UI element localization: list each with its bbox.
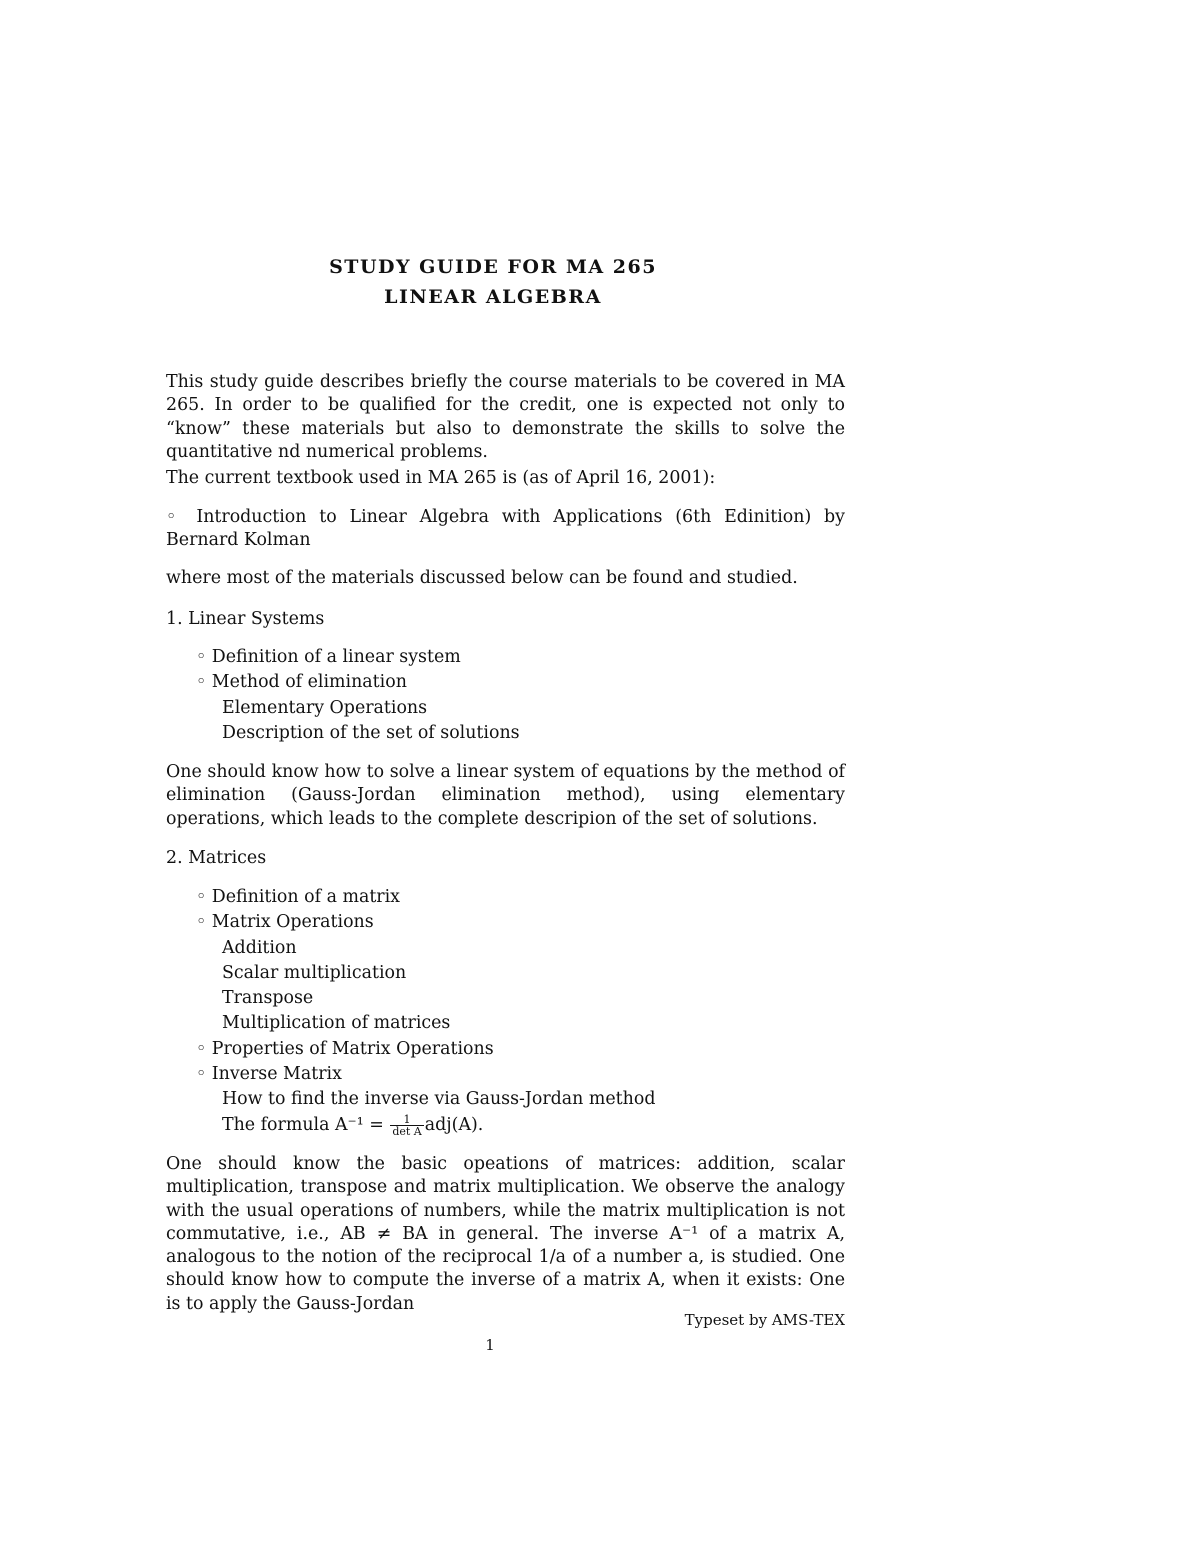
matrices-paragraph: One should know the basic opeations of matrices: addition, scalar multiplication, transpose and matrix multiplication. We observe the analogy with the usual operations of numbers, while the matrix multiplication is not commutative, i.e., AB ≠ BA in general. The inverse A⁻¹ of a matrix A, analogous to the notion of the reciprocal 1/a of a number a, is studied. One should know how to compute the inverse of a matrix A, when it exists: One is to apply the Gauss-Jordan: [166, 1154, 845, 1314]
list-subitem: Scalar multiplication: [222, 962, 407, 983]
typeset-note: Typeset by AMS-TEX: [684, 1311, 845, 1329]
linear-systems-list: [196, 645, 520, 746]
list-item: ◦ Matrix Operations: [196, 912, 374, 933]
formula-prefix: The formula A⁻¹ =: [222, 1114, 384, 1135]
document-title: STUDY GUIDE FOR MA 265: [329, 256, 657, 278]
intro-paragraph: [166, 371, 845, 464]
matrices-list: [196, 885, 655, 1138]
list-subitem: How to find the inverse via Gauss-Jordan method: [222, 1089, 656, 1110]
list-item: ◦ Method of elimination: [196, 672, 407, 693]
list-item: ◦ Definition of a linear system: [196, 647, 461, 667]
list-subitem: Description of the set of solutions: [222, 722, 520, 743]
fraction-numerator: 1: [390, 1114, 423, 1126]
formula-suffix: adj(A).: [424, 1114, 484, 1135]
page-number: 1: [485, 1336, 495, 1354]
section-heading-linear-systems: 1. Linear Systems: [166, 609, 325, 629]
textbook-paragraph: The current textbook used in MA 265 is (as of April 16, 2001):: [166, 468, 716, 488]
document-subtitle: LINEAR ALGEBRA: [384, 286, 602, 308]
list-subitem: Elementary Operations: [222, 697, 428, 718]
textbook-entry: ◦ Introduction to Linear Algebra with Applications (6th Edinition) by Bernard Kolman: [166, 507, 845, 551]
list-subitem: Multiplication of matrices: [222, 1013, 451, 1034]
list-item: ◦ Definition of a matrix: [196, 887, 400, 907]
formula-fraction: [390, 1114, 423, 1137]
list-subitem: Addition: [222, 937, 297, 958]
list-item: ◦ Inverse Matrix: [196, 1064, 342, 1085]
list-item: ◦ Properties of Matrix Operations: [196, 1038, 494, 1059]
intro-text: This study guide describes briefly the course materials to be covered in MA 265. In order to be qualified for the credit, one is expected not only to “know” these materials but also to demonstrate the skills to solve the quantitative nd numerical problems.: [166, 372, 845, 462]
inverse-formula: [196, 1113, 655, 1138]
fraction-denominator: det A: [392, 1124, 422, 1138]
list-subitem: Transpose: [222, 988, 314, 1009]
linear-systems-paragraph: One should know how to solve a linear system of equations by the method of elimination (Gauss-Jordan elimination method), using elementary operations, which leads to the complete descripion of the set of solutions.: [166, 762, 845, 829]
where-paragraph: where most of the materials discussed below can be found and studied.: [166, 568, 798, 588]
section-heading-matrices: 2. Matrices: [166, 848, 267, 868]
